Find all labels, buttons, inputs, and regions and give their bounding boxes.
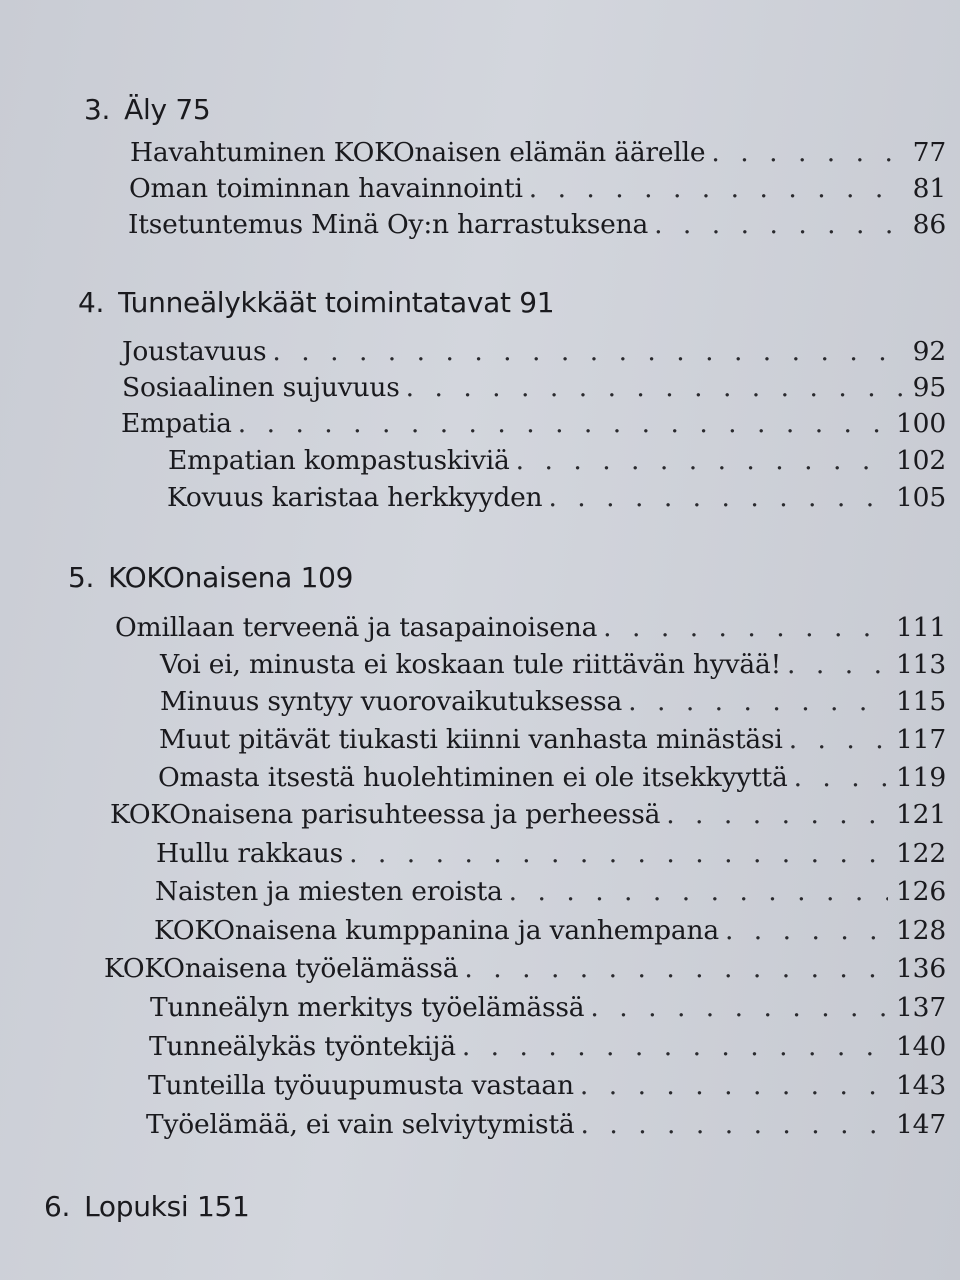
entry-page: 77: [912, 137, 946, 168]
toc-entry[interactable]: [129, 173, 946, 204]
entry-title: Voi ei, minusta ei koskaan tule riittävän hyvää!: [160, 649, 782, 680]
toc-entry[interactable]: [154, 915, 946, 946]
chapter-number: 5.: [68, 561, 95, 594]
dot-leader: [711, 137, 904, 168]
dot-leader: [272, 336, 904, 367]
dot-leader: [603, 612, 888, 643]
chapter-heading: [68, 561, 353, 594]
dot-leader: [590, 992, 888, 1023]
entry-page: 95: [912, 372, 946, 403]
entry-page: 121: [896, 799, 946, 830]
entry-page: 111: [896, 612, 946, 643]
entry-title: Työelämää, ei vain selviytymistä: [146, 1109, 575, 1140]
dot-leader: [548, 482, 888, 513]
toc-entry[interactable]: [167, 482, 946, 513]
dot-leader: [787, 649, 888, 680]
chapter-title: Äly 75: [124, 93, 211, 126]
dot-leader: [666, 799, 888, 830]
entry-title: Minuus syntyy vuorovaikutuksessa: [160, 686, 623, 717]
entry-page: 147: [896, 1109, 946, 1140]
chapter-title: KOKOnaisena 109: [108, 561, 354, 594]
entry-page: 122: [896, 838, 946, 869]
dot-leader: [462, 1031, 888, 1062]
toc-entry[interactable]: [150, 992, 946, 1023]
toc-entry[interactable]: [128, 209, 946, 240]
entry-page: 136: [896, 953, 946, 984]
chapter-number: 4.: [78, 286, 105, 319]
entry-title: Itsetuntemus Minä Oy:n harrastuksena: [128, 209, 649, 240]
toc-entry[interactable]: [115, 612, 946, 643]
chapter-heading: [78, 286, 554, 319]
entry-page: 117: [896, 724, 946, 755]
dot-leader: [581, 1109, 889, 1140]
toc-entry[interactable]: [122, 372, 946, 403]
entry-title: KOKOnaisena kumppanina ja vanhempana: [154, 915, 719, 946]
entry-title: Tunneälykäs työntekijä: [149, 1031, 456, 1062]
entry-page: 126: [896, 876, 946, 907]
entry-page: 128: [896, 915, 946, 946]
toc-entry[interactable]: [155, 876, 946, 907]
toc-entry[interactable]: [160, 649, 946, 680]
toc-entry[interactable]: [168, 445, 946, 476]
dot-leader: [725, 915, 888, 946]
entry-page: 143: [896, 1070, 946, 1101]
toc-entry[interactable]: [104, 953, 946, 984]
entry-title: Kovuus karistaa herkkyyden: [167, 482, 543, 513]
entry-title: Omasta itsestä huolehtiminen ei ole itsekkyyttä: [158, 762, 788, 793]
chapter-title: Lopuksi 151: [84, 1190, 250, 1223]
dot-leader: [789, 724, 888, 755]
entry-title: Hullu rakkaus: [156, 838, 344, 869]
entry-page: 102: [896, 445, 946, 476]
entry-title: Tunneälyn merkitys työelämässä: [150, 992, 585, 1023]
entry-page: 100: [896, 408, 946, 439]
toc-entry[interactable]: [110, 799, 946, 830]
toc-entry[interactable]: [149, 1031, 946, 1062]
dot-leader: [580, 1070, 888, 1101]
entry-page: 140: [896, 1031, 946, 1062]
entry-page: 137: [896, 992, 946, 1023]
dot-leader: [628, 686, 888, 717]
toc-entry[interactable]: [121, 408, 946, 439]
dot-leader: [238, 408, 888, 439]
entry-page: 115: [896, 686, 946, 717]
dot-leader: [529, 173, 905, 204]
chapter-number: 6.: [44, 1190, 71, 1223]
dot-leader: [509, 876, 888, 907]
toc-entry[interactable]: [146, 1109, 946, 1140]
dot-leader: [406, 372, 905, 403]
entry-title: Sosiaalinen sujuvuus: [122, 372, 400, 403]
entry-page: 92: [912, 336, 946, 367]
dot-leader: [464, 953, 888, 984]
entry-title: Muut pitävät tiukasti kiinni vanhasta minästäsi: [159, 724, 783, 755]
entry-title: KOKOnaisena työelämässä: [104, 953, 459, 984]
entry-page: 113: [896, 649, 946, 680]
entry-title: Tunteilla työuupumusta vastaan: [148, 1070, 574, 1101]
entry-title: Oman toiminnan havainnointi: [129, 173, 523, 204]
entry-title: Empatia: [121, 408, 232, 439]
toc-entry[interactable]: [122, 336, 946, 367]
toc-entry[interactable]: [158, 762, 946, 793]
toc-entry[interactable]: [148, 1070, 946, 1101]
entry-title: Omillaan terveenä ja tasapainoisena: [115, 612, 598, 643]
dot-leader: [654, 209, 905, 240]
toc-entry[interactable]: [159, 724, 946, 755]
toc-entry[interactable]: [156, 838, 946, 869]
entry-title: Joustavuus: [122, 336, 267, 367]
entry-page: 119: [896, 762, 946, 793]
toc-entry[interactable]: [130, 137, 946, 168]
entry-title: Naisten ja miesten eroista: [155, 876, 503, 907]
chapter-heading: [84, 93, 210, 126]
dot-leader: [349, 838, 888, 869]
entry-page: 86: [912, 209, 946, 240]
dot-leader: [794, 762, 888, 793]
chapter-heading: [44, 1190, 250, 1223]
dot-leader: [516, 445, 888, 476]
entry-page: 81: [912, 173, 946, 204]
entry-title: Empatian kompastuskiviä: [168, 445, 510, 476]
chapter-number: 3.: [84, 93, 111, 126]
chapter-title: Tunneälykkäät toimintatavat 91: [118, 286, 555, 319]
entry-title: Havahtuminen KOKOnaisen elämän äärelle: [130, 137, 706, 168]
entry-title: KOKOnaisena parisuhteessa ja perheessä: [110, 799, 661, 830]
entry-page: 105: [896, 482, 946, 513]
toc-entry[interactable]: [160, 686, 946, 717]
